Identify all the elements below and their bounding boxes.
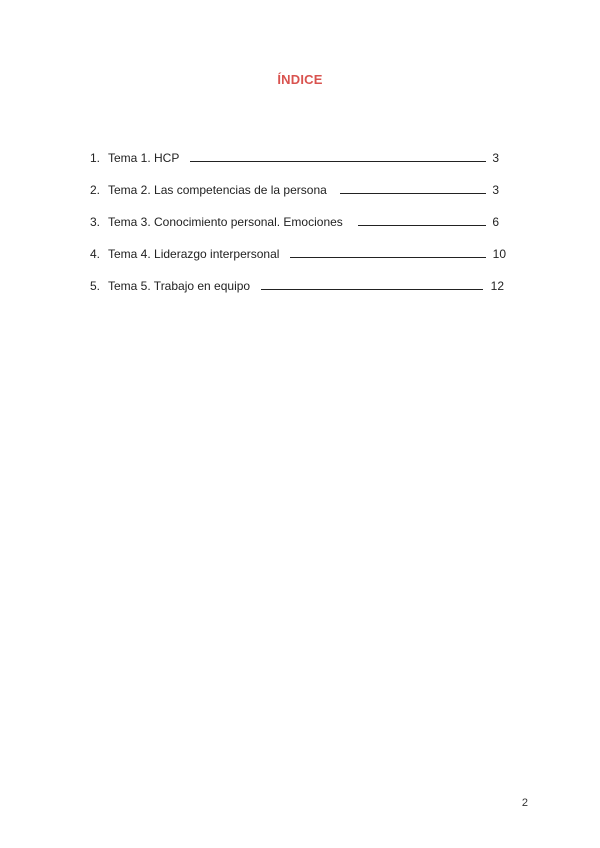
toc-item-number: 3. <box>90 215 101 229</box>
toc-item-text: Tema 2. Las competencias de la persona <box>108 183 327 197</box>
toc-item-page: 3 <box>492 151 499 165</box>
toc-item-text: Tema 1. HCP <box>108 151 180 165</box>
toc-item-3 <box>90 214 510 230</box>
toc-item-number: 2. <box>90 183 101 197</box>
toc-leader-line <box>358 225 486 226</box>
toc-item-text: Tema 5. Trabajo en equipo <box>108 279 251 293</box>
page-title: ÍNDICE <box>277 72 323 87</box>
toc-item-page: 12 <box>490 279 504 293</box>
toc-item-number: 5. <box>90 279 101 293</box>
toc-item-1 <box>90 150 510 166</box>
toc-leader-line <box>290 257 486 258</box>
toc-item-4 <box>90 246 510 262</box>
page-number: 2 <box>521 797 528 809</box>
toc-item-page: 10 <box>492 247 506 261</box>
table-of-contents <box>90 150 510 310</box>
toc-item-page: 6 <box>492 215 499 229</box>
toc-item-number: 4. <box>90 247 101 261</box>
toc-item-page: 3 <box>492 183 499 197</box>
toc-item-number: 1. <box>90 151 101 165</box>
toc-item-text: Tema 3. Conocimiento personal. Emociones <box>108 215 343 229</box>
toc-leader-line <box>340 193 486 194</box>
toc-leader-line <box>190 161 486 162</box>
toc-item-2 <box>90 182 510 198</box>
toc-leader-line <box>261 289 483 290</box>
toc-item-text: Tema 4. Liderazgo interpersonal <box>108 247 280 261</box>
toc-item-5 <box>90 278 510 294</box>
